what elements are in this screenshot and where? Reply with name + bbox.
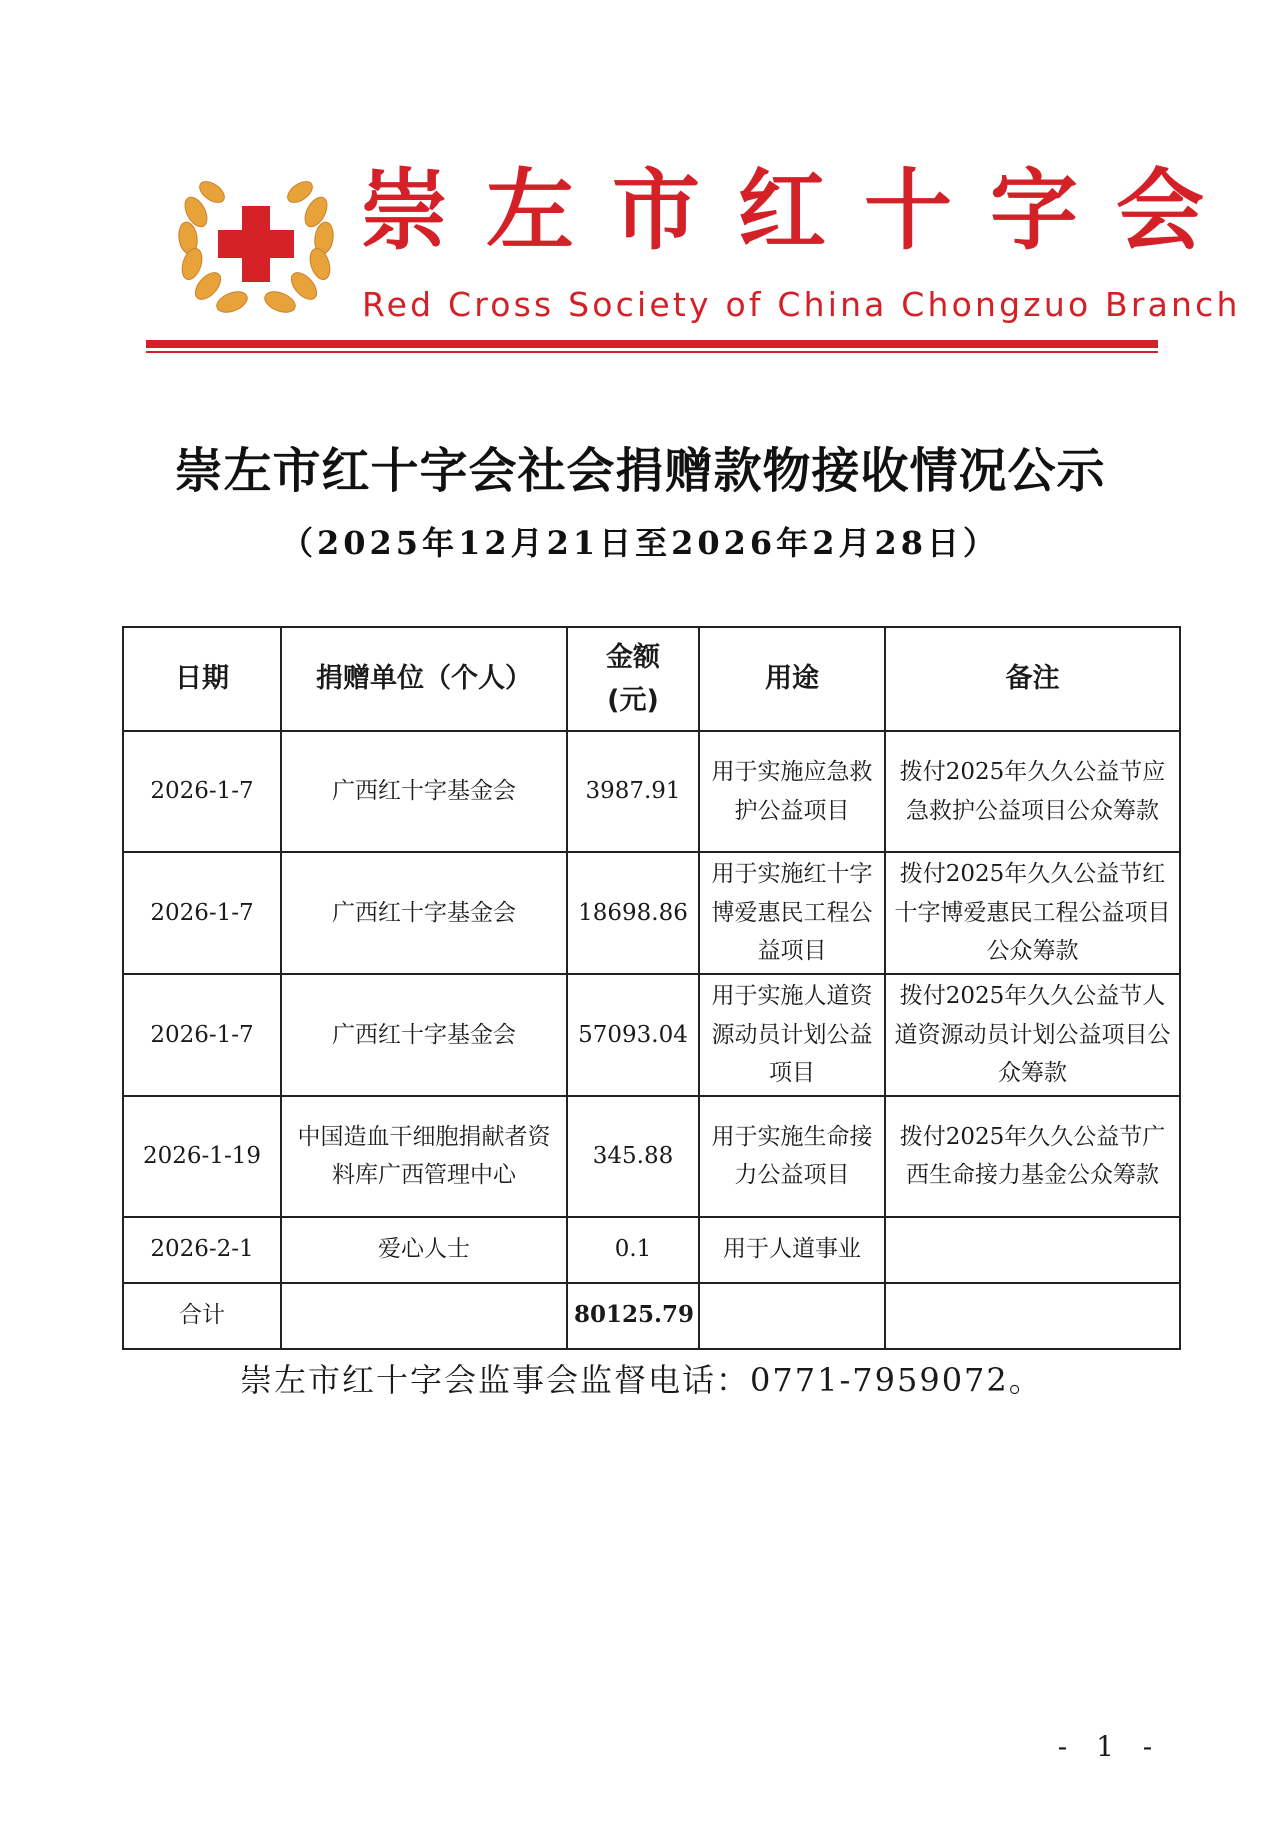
row-donor: 中国造血干细胞捐献者资料库广西管理中心 <box>281 1096 567 1217</box>
row-remark <box>885 1217 1180 1283</box>
supervision-hotline: 崇左市红十字会监事会监督电话：0771-7959072。 <box>240 1361 1043 1399</box>
row-donor: 广西红十字基金会 <box>281 731 567 852</box>
row-amount: 3987.91 <box>567 731 699 852</box>
row-amount: 345.88 <box>567 1096 699 1217</box>
donations-table <box>122 626 1181 1350</box>
table-row <box>123 731 1180 852</box>
letterhead <box>0 0 1280 360</box>
row-amount: 57093.04 <box>567 974 699 1096</box>
row-remark: 拨付2025年久久公益节红十字博爱惠民工程公益项目公众筹款 <box>885 852 1180 974</box>
table-total-row <box>123 1283 1180 1349</box>
header-amount-label: 金额 <box>606 641 660 673</box>
org-name-en: Red Cross Society of China Chongzuo Branch <box>362 285 1241 324</box>
header-date: 日期 <box>123 627 281 731</box>
table-row <box>123 974 1180 1096</box>
row-amount: 18698.86 <box>567 852 699 974</box>
row-usage: 用于实施红十字博爱惠民工程公益项目 <box>699 852 885 974</box>
row-donor: 爱心人士 <box>281 1217 567 1283</box>
header-remark: 备注 <box>885 627 1180 731</box>
row-usage: 用于实施人道资源动员计划公益项目 <box>699 974 885 1096</box>
total-remark <box>885 1283 1180 1349</box>
letterhead-divider-thin <box>146 351 1158 353</box>
row-date: 2026-1-7 <box>123 852 281 974</box>
document-title: 崇左市红十字会社会捐赠款物接收情况公示 <box>174 443 1106 499</box>
row-usage: 用于实施应急救护公益项目 <box>699 731 885 852</box>
table-row <box>123 852 1180 974</box>
row-date: 2026-1-7 <box>123 974 281 1096</box>
table-row <box>123 1217 1180 1283</box>
total-amount: 80125.79 <box>567 1283 699 1349</box>
row-amount: 0.1 <box>567 1217 699 1283</box>
table-header-row <box>123 627 1180 731</box>
row-usage: 用于实施生命接力公益项目 <box>699 1096 885 1217</box>
row-date: 2026-1-7 <box>123 731 281 852</box>
total-donor <box>281 1283 567 1349</box>
red-cross-laurel-emblem <box>176 168 336 318</box>
header-amount-unit: (元) <box>607 685 659 716</box>
header-donor: 捐赠单位（个人） <box>281 627 567 731</box>
header-usage: 用途 <box>699 627 885 731</box>
letterhead-divider <box>146 340 1158 348</box>
row-remark: 拨付2025年久久公益节应急救护公益项目公众筹款 <box>885 731 1180 852</box>
org-name-cn: 崇左市红十字会 <box>360 158 1243 262</box>
document-period: （2025年12月21日至2026年2月28日） <box>281 524 999 562</box>
row-usage: 用于人道事业 <box>699 1217 885 1283</box>
header-amount <box>567 627 699 731</box>
row-date: 2026-1-19 <box>123 1096 281 1217</box>
row-donor: 广西红十字基金会 <box>281 974 567 1096</box>
total-label: 合计 <box>123 1283 281 1349</box>
row-donor: 广西红十字基金会 <box>281 852 567 974</box>
table-row <box>123 1096 1180 1217</box>
row-date: 2026-2-1 <box>123 1217 281 1283</box>
total-usage <box>699 1283 885 1349</box>
row-remark: 拨付2025年久久公益节人道资源动员计划公益项目公众筹款 <box>885 974 1180 1096</box>
row-remark: 拨付2025年久久公益节广西生命接力基金公众筹款 <box>885 1096 1180 1217</box>
page-number: - 1 - <box>1057 1730 1163 1763</box>
